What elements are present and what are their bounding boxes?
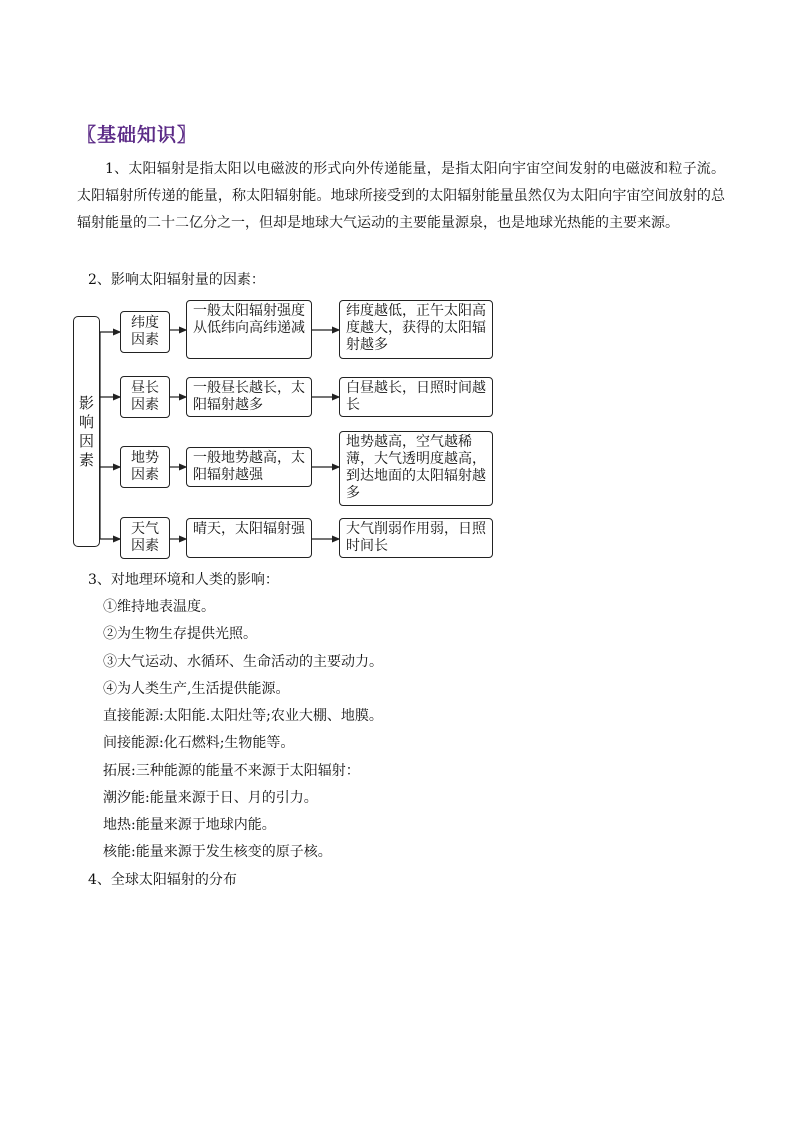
impact-line: 核能:能量来源于发生核变的原子核。 <box>103 844 332 860</box>
factor-box-latitude: 纬度因素 <box>120 311 170 353</box>
factor-box-daylength: 昼长因素 <box>120 376 170 418</box>
impact-line: ③大气运动、水循环、生命活动的主要动力。 <box>103 654 383 670</box>
impact-line: 潮汐能:能量来源于日、月的引力。 <box>103 790 318 806</box>
cause-box-daylength: 一般昼长越长，太阳辐射越多 <box>186 377 312 417</box>
root-box-factors <box>73 316 100 547</box>
effect-box-latitude: 纬度越低，正午太阳高度越大，获得的太阳辐射越多 <box>339 300 493 359</box>
root-label: 影响因素 <box>79 393 95 469</box>
cause-box-weather: 晴天，太阳辐射强 <box>186 518 312 558</box>
factor-box-weather: 天气因素 <box>120 517 170 559</box>
cause-box-latitude: 一般太阳辐射强度从低纬向高纬递减 <box>186 300 312 359</box>
cause-box-terrain: 一般地势越高，太阳辐射越强 <box>186 447 312 487</box>
impact-line: ①维持地表温度。 <box>103 599 215 615</box>
factor-box-terrain: 地势因素 <box>120 446 170 488</box>
item2-heading: 2、影响太阳辐射量的因素： <box>88 272 265 288</box>
effect-box-daylength: 白昼越长，日照时间越长 <box>339 377 493 417</box>
paragraph-solar-radiation-definition: 1、太阳辐射是指太阳以电磁波的形式向外传递能量，是指太阳向宇宙空间发射的电磁波和粒子流。太阳辐射所传递的能量，称太阳辐射能。地球所接受到的太阳辐射能量虽然仅为太阳向宇宙空间放射的总辐射能量的二十二亿分之一，但却是地球大气运动的主要能量源泉，也是地球光热能的主要来源。 <box>77 161 725 231</box>
effect-box-weather: 大气削弱作用弱，日照时间长 <box>339 518 493 558</box>
item3-heading: 3、对地理环境和人类的影响： <box>88 572 279 588</box>
effect-box-terrain: 地势越高，空气越稀薄，大气透明度越高，到达地面的太阳辐射越多 <box>339 431 493 506</box>
section-title: 〖基础知识〗 <box>77 124 198 146</box>
impact-line: ④为人类生产,生活提供能源。 <box>103 681 290 697</box>
impact-line: 直接能源:太阳能.太阳灶等;农业大棚、地膜。 <box>103 708 383 724</box>
item4-heading: 4、全球太阳辐射的分布 <box>88 872 237 888</box>
impact-line: 间接能源:化石燃料;生物能等。 <box>103 735 295 751</box>
impact-line: 地热:能量来源于地球内能。 <box>103 817 276 833</box>
impact-line: 拓展:三种能源的能量不来源于太阳辐射： <box>103 763 360 779</box>
impact-line: ②为生物生存提供光照。 <box>103 626 257 642</box>
